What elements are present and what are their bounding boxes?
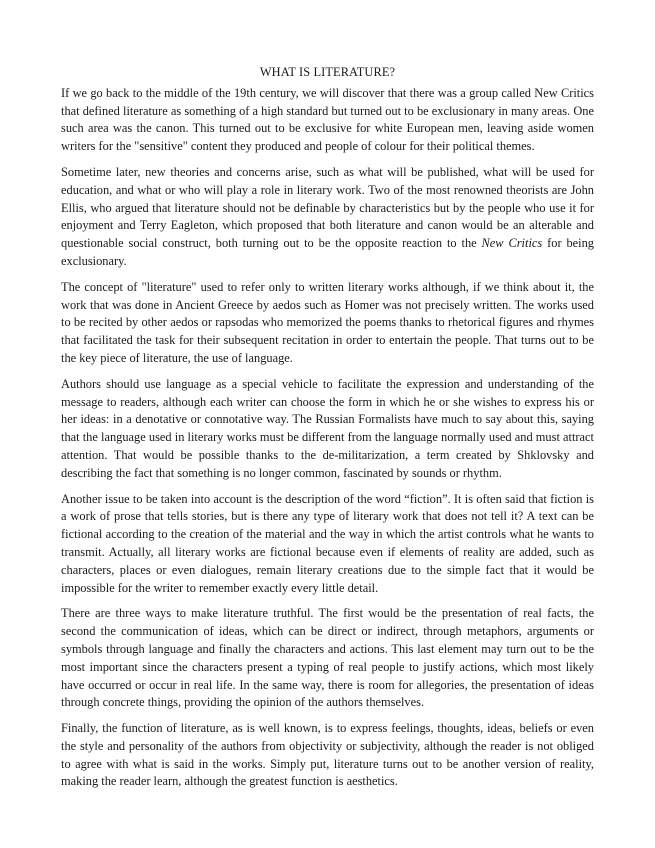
paragraph-1 — [61, 85, 594, 156]
paragraph-6-text: There are three ways to make literature truthful. The first would be the presentation of real facts, the second the communication of ideas, which can be direct or indirect, through metaphors, arguments or symbols through language and finally the characters and actions. This last element may turn out to be the most important since the characters present a typing of real people to justify actions, which most likely have occurred or occur in real life. In the same way, there is room for allegories, the presentation of ideas through concrete things, providing the opinion of the authors themselves. — [61, 606, 594, 710]
paragraph-1-text: If we go back to the middle of the 19th century, we will discover that there was a group called New Critics that defined literature as something of a high standard but turned out to be exclusionary in many areas. One such area was the canon. This turned out to be exclusive for white European men, leaving aside women writers for the "sensitive" content they produced and people of colour for their political themes. — [61, 85, 594, 154]
paragraph-7-text: Finally, the function of literature, as is well known, is to express feelings, thoughts, ideas, beliefs or even the style and personality of the authors from objectivity or subjectivity, although the reader is not obliged to agree with what is said in the works. Simply put, literature turns out to be another version of reality, making the reader learn, although the greatest function is aesthetics. — [61, 721, 594, 789]
paragraph-5 — [61, 491, 594, 598]
paragraph-2-text: Sometime later, new theories and concerns arise, such as what will be published, what will be used for education, and what or who will play a role in literary work. Two of the most renowned theorists are John Ellis, who argued that literature should not be definable by characteristics but by the people who use it for enjoyment and Terry Eagleton, which proposed that both literature and canon would be an alterable and questionable social construct, both turning out to be the opposite reaction to the — [61, 164, 594, 251]
document-title: WHAT IS LITERATURE? — [259, 65, 396, 79]
paragraph-2 — [61, 164, 594, 271]
paragraph-2-emphasis: New Critics — [481, 236, 543, 251]
paragraph-3 — [61, 279, 594, 368]
paragraph-4 — [61, 376, 594, 483]
paragraph-4-text: Authors should use language as a special vehicle to facilitate the expression and understanding of the message to readers, although each writer can choose the form in which he or she wishes to express his or her ideas: in a denotative or connotative way. The Russian Formalists have much to say about this, saying that the language used in literary works must be different from the language normally used and must attract attention. That would be possible thanks to the de-militarization, a term created by Shklovsky and describing the fact that something is no longer common, fascinated by sounds or rhythm. — [61, 376, 594, 480]
paragraph-6 — [61, 605, 594, 712]
paragraph-3-text: The concept of "literature" used to refer only to written literary works although, if we think about it, the work that was done in Ancient Greece by aedos such as Homer was not precisely written. The works used to be recited by other aedos or rapsodas who memorized the poems thanks to rhetorical figures and rhymes that facilitated the task for their subsequent recitation in order to entertain the people. That turns out to be the key piece of literature, the use of language. — [61, 279, 594, 365]
paragraph-7 — [61, 720, 594, 791]
paragraph-5-text: Another issue to be taken into account is the description of the word “fiction”. It is often said that fiction is a work of prose that tells stories, but is there any type of literary work that does not tell it? A text can be fictional according to the creation of the material and the way in which the artist controls what he wants to transmit. Actually, all literary works are fictional because even if elements of reality are added, such as characters, places or even dialogues, remain literary creations due to the simple fact that it would be impossible for the writer to remember exactly every little detail. — [61, 491, 594, 595]
paragraph-2-text-end: for being exclusionary. — [61, 236, 594, 268]
document-page — [61, 64, 594, 799]
